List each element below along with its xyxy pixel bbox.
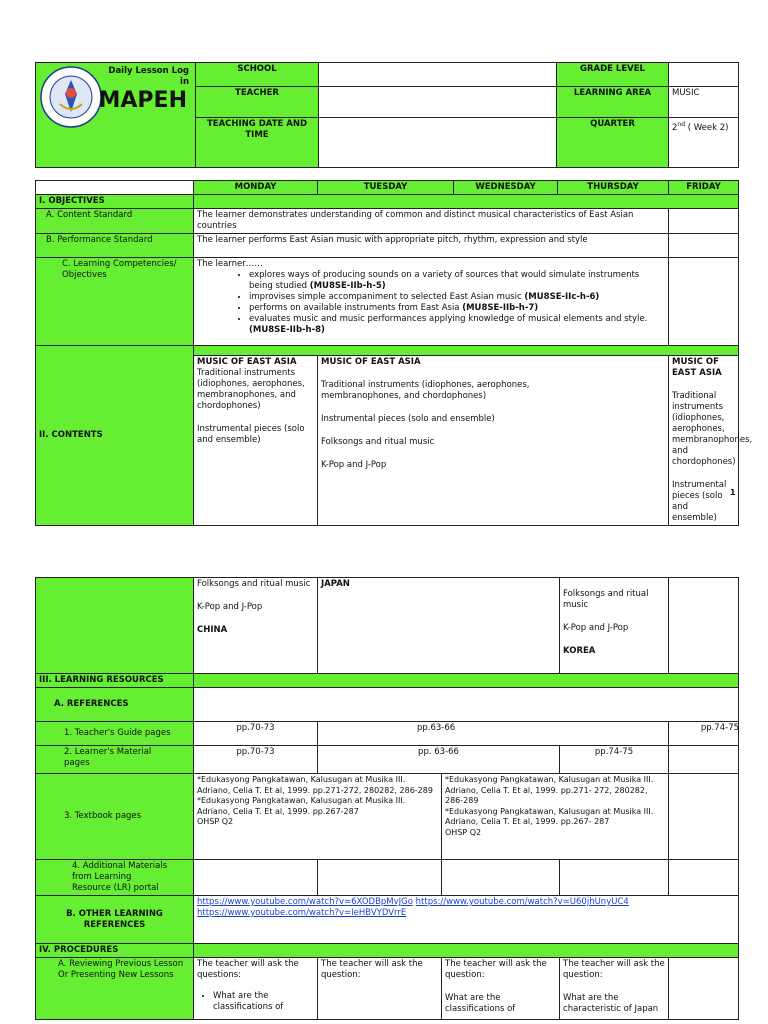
lesson-table-page2 [35, 577, 739, 1020]
competencies-list [249, 270, 665, 336]
tg-monday: pp.70-73 [194, 722, 318, 746]
contents-tuesday-line: Instrumental pieces (solo and ensemble) [321, 414, 495, 424]
procedures-heading: IV. PROCEDURES [36, 944, 194, 958]
youtube-link-3[interactable]: https://www.youtube.com/watch?v=IeHBVYDVrrE [197, 908, 407, 918]
contents-monday-line: Traditional instruments (idiophones, aerophones, membranophones, and chordophones) [197, 368, 305, 411]
competencies-cell [194, 258, 669, 346]
contents-monday-title: MUSIC OF EAST ASIA [197, 357, 297, 367]
lm-tuesday: pp. 63-66 [318, 746, 560, 774]
school-label: SCHOOL [196, 63, 319, 87]
procedure-a-wednesday [442, 958, 560, 1020]
quarter-week: ( Week 2) [685, 122, 729, 133]
continued-tuesday [318, 578, 560, 674]
continued-monday-line: K-Pop and J-Pop [197, 602, 263, 612]
performance-standard-friday [669, 234, 739, 258]
quarter-value[interactable] [669, 118, 739, 168]
add-tuesday [318, 860, 442, 896]
competencies-label: C. Learning Competencies/ Objectives [36, 258, 194, 346]
tb-right-line: OHSP Q2 [445, 827, 482, 837]
teacher-value[interactable] [319, 87, 557, 118]
tb-left-line: *Edukasyong Pangkatawan, Kalusugan at Musika III. Adriano, Celia T. Et al, 1999. pp.267-287 [197, 796, 406, 816]
subject-title: MAPEH [98, 88, 187, 113]
competencies-intro: The learner…… [197, 259, 263, 269]
tg-tuesday-value: pp.63-66 [417, 723, 456, 733]
add-monday [194, 860, 318, 896]
add-thursday [560, 860, 669, 896]
daily-log-title: Daily Lesson Log [108, 66, 189, 76]
competencies-friday [669, 258, 739, 346]
procedure-a-wednesday-text: The teacher will ask the question: [445, 959, 547, 980]
contents-thursday [669, 356, 753, 526]
add-label: 4. Additional Materials from Learning Resource (LR) portal [36, 860, 194, 896]
tb-label: 3. Textbook pages [36, 774, 194, 860]
performance-standard-text: The learner performs East Asian music with appropriate pitch, rhythm, expression and style [194, 234, 669, 258]
procedure-a-monday-text: The teacher will ask the questions: [197, 959, 299, 980]
day-friday: FRIDAY [669, 181, 739, 195]
continued-friday [669, 578, 739, 674]
grade-value[interactable] [669, 63, 739, 87]
youtube-link-2[interactable]: https://www.youtube.com/watch?v=U60jhUnyUC4 [415, 897, 629, 907]
content-standard-label: A. Content Standard [36, 209, 194, 234]
procedure-a-thursday [560, 958, 669, 1020]
youtube-link-1[interactable]: https://www.youtube.com/watch?v=6XODBpMvJGo [197, 897, 413, 907]
contents-thursday-line: Instrumental pieces (solo and ensemble) [672, 480, 727, 523]
content-standard-text: The learner demonstrates understanding of common and distinct musical characteristics of East Asian countries [194, 209, 669, 234]
procedure-a-thursday-text: The teacher will ask the question: [563, 959, 665, 980]
contents-tuesday-line: K-Pop and J-Pop [321, 460, 387, 470]
competency-item: • performs on available instruments from East Asia (MU8SE-IIb-h-7) [249, 303, 665, 314]
performance-standard-label: B. Performance Standard [36, 234, 194, 258]
procedure-a-tuesday: The teacher will ask the question: [318, 958, 442, 1020]
competency-item: • improvises simple accompaniment to selected East Asian music (MU8SE-IIc-h-6) [249, 292, 665, 303]
other-label: B. OTHER LEARNING REFERENCES [36, 896, 194, 944]
day-thursday: THURSDAY [558, 181, 669, 195]
tb-left-line: OHSP Q2 [197, 817, 234, 826]
tg-thursday-value: pp.74-75 [700, 723, 740, 733]
country-korea: KOREA [563, 646, 596, 656]
contents-monday-line: Instrumental pieces (solo and ensemble) [197, 424, 305, 445]
tb-right [442, 774, 669, 860]
add-wednesday [442, 860, 560, 896]
procedure-a-monday [194, 958, 318, 1020]
day-wednesday: WEDNESDAY [454, 181, 558, 195]
tg-label: 1. Teacher's Guide pages [36, 722, 194, 746]
other-links [194, 896, 739, 944]
procedure-a-label: A. Reviewing Previous Lesson Or Presenting New Lessons [36, 958, 194, 1020]
days-blank [36, 181, 194, 195]
contents-thursday-title: MUSIC OF EAST ASIA [672, 357, 722, 378]
contents-monday [194, 356, 318, 526]
deped-seal-icon [40, 66, 102, 128]
lm-monday: pp.70-73 [194, 746, 318, 774]
procedure-a-friday [669, 958, 739, 1020]
date-label: TEACHING DATE AND TIME [196, 118, 319, 168]
quarter-number: 2 [672, 122, 678, 133]
lm-thursday: pp.74-75 [560, 746, 669, 774]
continued-thursday-line: K-Pop and J-Pop [563, 623, 629, 633]
contents-green-band [194, 346, 739, 356]
country-china: CHINA [197, 625, 228, 635]
contents-tuesday-line: Folksongs and ritual music [321, 437, 435, 447]
resources-heading: III. LEARNING RESOURCES [36, 674, 194, 688]
procedure-a-monday-bullet: • What are the classifications of [213, 991, 314, 1013]
objectives-heading: I. OBJECTIVES [36, 195, 194, 209]
header-brand-cell [36, 63, 196, 168]
daily-log-in: in [180, 77, 189, 87]
procedure-a-thursday-question: What are the characteristic of Japan [563, 993, 659, 1014]
references-blank [194, 688, 739, 722]
tg-tuesday [318, 722, 740, 746]
objectives-heading-fill [194, 195, 739, 209]
grade-label: GRADE LEVEL [557, 63, 669, 87]
competency-item: • explores ways of producing sounds on a variety of sources that would simulate instruments being studied (MU8SE-IIb-h-5) [249, 270, 665, 292]
contents-heading: II. CONTENTS [39, 430, 103, 440]
country-japan: JAPAN [321, 579, 350, 589]
contents-thursday-line: Traditional instruments (idiophones, aerophones, membranophones, and chordophones) [672, 391, 753, 467]
content-standard-friday [669, 209, 739, 234]
tb-right-line: *Edukasyong Pangkatawan, Kalusugan at Musika III. Adriano, Celia T. Et al, 1999. pp.267- 287 [445, 806, 654, 826]
continued-thursday [560, 578, 669, 674]
area-value[interactable]: MUSIC [669, 87, 739, 118]
continued-monday-line: Folksongs and ritual music [197, 579, 311, 589]
procedure-a-monday-list [213, 991, 314, 1013]
competency-item: • evaluates music and music performances applying knowledge of musical elements and style. (MU8SE-IIb-h-8) [249, 314, 665, 336]
tb-friday [669, 774, 739, 860]
day-monday: MONDAY [194, 181, 318, 195]
tb-right-line: *Edukasyong Pangkatawan, Kalusugan at Musika III. Adriano, Celia T. Et al, 1999. pp.271- 272, 280282, 286-289 [445, 775, 654, 805]
tb-left-line: *Edukasyong Pangkatawan, Kalusugan at Musika III. Adriano, Celia T. Et al, 1999. pp.271-272, 280282, 286-289 [197, 775, 433, 795]
tb-left [194, 774, 442, 860]
procedures-heading-fill [194, 944, 739, 958]
school-value[interactable] [319, 63, 557, 87]
header-table [35, 62, 739, 168]
lm-friday [669, 746, 739, 774]
contents-tuesday [318, 356, 669, 526]
lesson-table-page1 [35, 180, 753, 526]
continued-thursday-line: Folksongs and ritual music [563, 589, 649, 610]
area-label: LEARNING AREA [557, 87, 669, 118]
date-value[interactable] [319, 118, 557, 168]
lm-label: 2. Learner's Material pages [36, 746, 194, 774]
teacher-label: TEACHER [196, 87, 319, 118]
resources-heading-fill [194, 674, 739, 688]
page-number: 1 [730, 488, 736, 497]
quarter-suffix: nd [677, 121, 686, 128]
quarter-label: QUARTER [557, 118, 669, 168]
day-tuesday: TUESDAY [318, 181, 454, 195]
references-label: A. REFERENCES [36, 688, 194, 722]
add-friday [669, 860, 739, 896]
contents-tuesday-line: Traditional instruments (idiophones, aerophones, membranophones, and chordophones) [321, 380, 530, 401]
continued-monday [194, 578, 318, 674]
contents-tuesday-title: MUSIC OF EAST ASIA [321, 357, 421, 367]
continued-label [36, 578, 194, 674]
procedure-a-wednesday-question: What are the classifications of [445, 993, 516, 1014]
contents-heading-top [36, 346, 194, 526]
